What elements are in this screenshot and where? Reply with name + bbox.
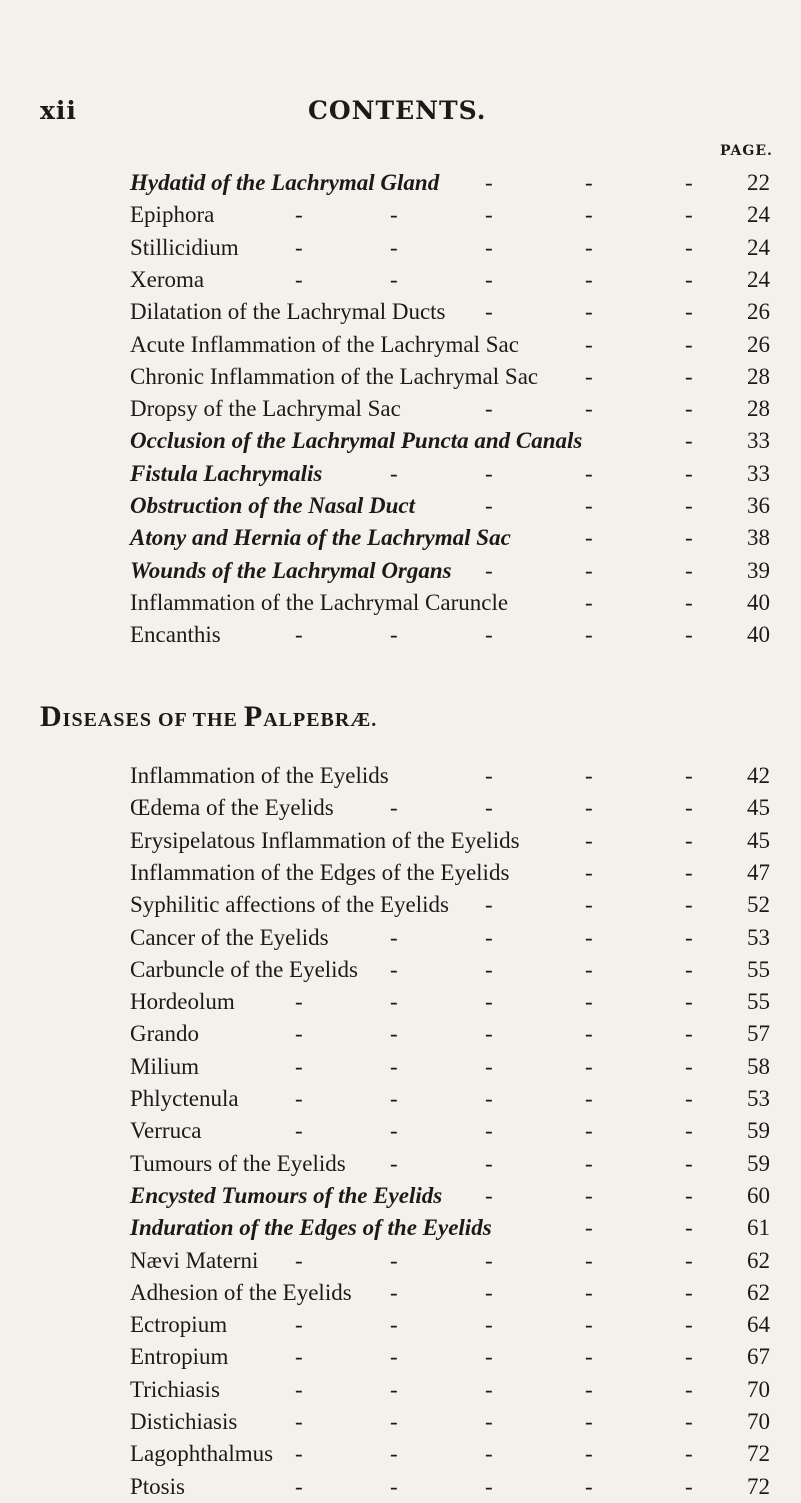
toc-entry-page: 72: [747, 1441, 770, 1467]
toc-entry: [0, 329, 801, 361]
leader-dash: -: [585, 1021, 593, 1047]
leader-dash: -: [485, 234, 493, 260]
leader-dash: -: [295, 989, 303, 1015]
toc-entry-title: Obstruction of the Nasal Duct: [130, 493, 415, 518]
leader-dash: -: [685, 557, 693, 583]
toc-entry-page: 67: [747, 1344, 770, 1370]
toc-entry-page: 40: [747, 589, 770, 615]
page-number: xii: [40, 96, 77, 125]
leader-dash: -: [485, 1344, 493, 1370]
leader-dash: -: [485, 1150, 493, 1176]
toc-entry: [0, 1148, 801, 1180]
leader-dash: -: [685, 956, 693, 982]
leader-dash: -: [390, 1312, 398, 1338]
toc-entry-title: Encanthis: [130, 622, 221, 648]
leader-dash: -: [585, 299, 593, 325]
toc-entry-page: 62: [747, 1279, 770, 1305]
leader-dash: -: [685, 989, 693, 1015]
toc-entry-title: Occlusion of the Lachrymal Puncta and Canals: [130, 428, 583, 454]
leader-dash: -: [485, 956, 493, 982]
leader-dash: -: [685, 396, 693, 422]
leader-dash: -: [390, 795, 398, 821]
leader-dash: -: [295, 1118, 303, 1144]
leader-dash: -: [295, 1344, 303, 1370]
leader-dash: -: [585, 924, 593, 950]
toc-entry-page: 42: [747, 763, 770, 788]
leader-dash: -: [390, 1118, 398, 1144]
toc-entry-title: Inflammation of the Lachrymal Caruncle: [130, 589, 509, 615]
leader-dash: -: [295, 622, 303, 648]
toc-entry: [0, 458, 801, 490]
leader-dash: -: [585, 795, 593, 821]
toc-entry: [0, 922, 801, 954]
toc-entry-page: 59: [747, 1118, 770, 1144]
leader-dash: -: [585, 1215, 593, 1241]
toc-entry-title: Encysted Tumours of the Eyelids: [130, 1182, 443, 1208]
toc-entry-page: 40: [747, 622, 770, 648]
toc-entry-title: Fistula Lachrymalis: [130, 460, 323, 486]
leader-dash: -: [585, 202, 593, 228]
toc-entry: [0, 619, 801, 651]
leader-dash: -: [685, 1086, 693, 1111]
leader-dash: -: [485, 202, 493, 228]
leader-dash: -: [295, 1473, 303, 1499]
leader-dash: -: [295, 1021, 303, 1047]
toc-entry-page: 62: [747, 1247, 770, 1273]
toc-entry-page: 38: [747, 525, 770, 551]
toc-entry-page: 53: [747, 1086, 770, 1111]
leader-dash: -: [585, 1150, 593, 1176]
toc-entry-title: Phlyctenula: [130, 1086, 239, 1111]
leader-dash: -: [295, 1441, 303, 1467]
toc-entry-title: Tumours of the Eyelids: [130, 1150, 346, 1176]
toc-entry-title: Dilatation of the Lachrymal Ducts: [130, 299, 446, 325]
leader-dash: -: [485, 763, 493, 788]
leader-dash: -: [585, 234, 593, 260]
leader-dash: -: [485, 924, 493, 950]
toc-entry-title: Hydatid of the Lachrymal Gland: [130, 170, 440, 195]
toc-entry-page: 70: [747, 1376, 770, 1402]
toc-entry: [0, 1018, 801, 1050]
page-title: CONTENTS.: [308, 96, 487, 125]
toc-entry-title: Adhesion of the Eyelids: [130, 1279, 352, 1305]
leader-dash: -: [390, 956, 398, 982]
leader-dash: -: [585, 859, 593, 885]
toc-entry-title: Erysipelatous Inflammation of the Eyelids: [130, 827, 520, 853]
leader-dash: -: [685, 1182, 693, 1208]
toc-entry-title: Nævi Materni: [130, 1247, 259, 1273]
toc-entry: [0, 1309, 801, 1341]
leader-dash: -: [485, 266, 493, 292]
leader-dash: -: [295, 1086, 303, 1111]
leader-dash: -: [685, 1473, 693, 1499]
toc-entry-title: Distichiasis: [130, 1409, 238, 1434]
section-heading-initial-2: P: [243, 700, 264, 733]
toc-entry-page: 60: [747, 1182, 770, 1208]
leader-dash: -: [485, 1247, 493, 1273]
toc-entry-title: Wounds of the Lachrymal Organs: [130, 557, 452, 583]
toc-entry: [0, 167, 801, 199]
toc-entry-page: 64: [747, 1312, 770, 1338]
leader-dash: -: [390, 266, 398, 292]
toc-entry: [0, 889, 801, 921]
leader-dash: -: [585, 1441, 593, 1467]
leader-dash: -: [390, 234, 398, 260]
leader-dash: -: [585, 460, 593, 486]
leader-dash: -: [685, 266, 693, 292]
toc-entry-page: 47: [747, 859, 770, 885]
leader-dash: -: [485, 1376, 493, 1402]
leader-dash: -: [585, 1118, 593, 1144]
toc-entry: [0, 1051, 801, 1083]
leader-dash: -: [585, 1344, 593, 1370]
leader-dash: -: [585, 622, 593, 648]
toc-entry: [0, 587, 801, 619]
toc-entry: [0, 760, 801, 792]
leader-dash: -: [485, 1441, 493, 1467]
leader-dash: -: [585, 763, 593, 788]
toc-entry-page: 55: [747, 956, 770, 982]
leader-dash: -: [685, 331, 693, 357]
leader-dash: -: [685, 493, 693, 518]
toc-entry-page: 70: [747, 1409, 770, 1434]
section-heading-initial: D: [40, 700, 63, 733]
toc-entry-page: 57: [747, 1021, 770, 1047]
toc-entry-title: Œdema of the Eyelids: [130, 795, 334, 821]
leader-dash: -: [685, 170, 693, 195]
leader-dash: -: [485, 460, 493, 486]
toc-entry: [0, 361, 801, 393]
leader-dash: -: [685, 859, 693, 885]
leader-dash: -: [585, 1086, 593, 1111]
toc-entry-title: Inflammation of the Edges of the Eyelids: [130, 859, 510, 885]
leader-dash: -: [390, 1441, 398, 1467]
leader-dash: -: [485, 892, 493, 918]
leader-dash: -: [585, 1409, 593, 1434]
leader-dash: -: [685, 589, 693, 615]
toc-entry-page: 61: [747, 1215, 770, 1241]
leader-dash: -: [485, 1086, 493, 1111]
leader-dash: -: [685, 1279, 693, 1305]
leader-dash: -: [585, 1247, 593, 1273]
toc-entry: [0, 1341, 801, 1373]
leader-dash: -: [390, 202, 398, 228]
leader-dash: -: [295, 234, 303, 260]
leader-dash: -: [685, 622, 693, 648]
toc-entry: [0, 792, 801, 824]
toc-entry-page: 26: [747, 331, 770, 357]
leader-dash: -: [685, 460, 693, 486]
leader-dash: -: [685, 763, 693, 788]
leader-dash: -: [685, 795, 693, 821]
toc-entry: [0, 522, 801, 554]
toc-entry-page: 28: [747, 396, 770, 422]
leader-dash: -: [485, 1118, 493, 1144]
section-heading-rest: ISEASES OF THE: [62, 709, 244, 731]
toc-entry-page: 36: [747, 493, 770, 518]
toc-entry-page: 28: [747, 363, 770, 389]
toc-entry-page: 33: [747, 428, 770, 454]
leader-dash: -: [685, 428, 693, 454]
toc-entry: [0, 1277, 801, 1309]
leader-dash: -: [485, 1473, 493, 1499]
toc-entry-page: 52: [747, 892, 770, 918]
toc-entry-title: Verruca: [130, 1118, 202, 1144]
toc-entry-page: 58: [747, 1053, 770, 1079]
leader-dash: -: [295, 1053, 303, 1079]
leader-dash: -: [585, 331, 593, 357]
leader-dash: -: [585, 1279, 593, 1305]
toc-entry-page: 24: [747, 266, 770, 292]
toc-entry-title: Entropium: [130, 1344, 229, 1370]
toc-entry: [0, 232, 801, 264]
toc-entry: [0, 296, 801, 328]
leader-dash: -: [295, 202, 303, 228]
toc-entry-page: 53: [747, 924, 770, 950]
toc-entry-title: Lagophthalmus: [130, 1441, 274, 1467]
leader-dash: -: [390, 622, 398, 648]
toc-entry: [0, 825, 801, 857]
toc-entry: [0, 490, 801, 522]
section-heading-rest-2: ALPEBRÆ.: [263, 709, 378, 731]
leader-dash: -: [585, 989, 593, 1015]
leader-dash: -: [585, 170, 593, 195]
toc-entry: [0, 1471, 801, 1503]
leader-dash: -: [485, 170, 493, 195]
toc-entry: [0, 264, 801, 296]
leader-dash: -: [485, 1053, 493, 1079]
toc-entry-page: 55: [747, 989, 770, 1015]
toc-entry-title: Induration of the Edges of the Eyelids: [130, 1215, 492, 1241]
toc-entry: [0, 1406, 801, 1438]
toc-entry-page: 24: [747, 202, 770, 228]
leader-dash: -: [685, 1409, 693, 1434]
toc-entry-title: Stillicidium: [130, 234, 239, 260]
leader-dash: -: [585, 892, 593, 918]
toc-entry-title: Milium: [130, 1053, 200, 1079]
leader-dash: -: [685, 1344, 693, 1370]
leader-dash: -: [485, 299, 493, 325]
toc-entry-title: Inflammation of the Eyelids: [130, 763, 389, 788]
toc-entry-page: 59: [747, 1150, 770, 1176]
page-column-label: PAGE.: [720, 143, 773, 159]
leader-dash: -: [585, 1312, 593, 1338]
leader-dash: -: [585, 266, 593, 292]
toc-entry: [0, 1180, 801, 1212]
leader-dash: -: [485, 1021, 493, 1047]
leader-dash: -: [685, 1215, 693, 1241]
leader-dash: -: [685, 827, 693, 853]
leader-dash: -: [295, 1247, 303, 1273]
toc-entry: [0, 857, 801, 889]
leader-dash: -: [295, 1312, 303, 1338]
leader-dash: -: [585, 1182, 593, 1208]
leader-dash: -: [685, 525, 693, 551]
toc-entry-title: Epiphora: [130, 202, 215, 228]
leader-dash: -: [390, 1409, 398, 1434]
toc-entry-title: Dropsy of the Lachrymal Sac: [130, 396, 401, 422]
leader-dash: -: [685, 1247, 693, 1273]
leader-dash: -: [685, 1150, 693, 1176]
toc-entry-title: Syphilitic affections of the Eyelids: [130, 892, 449, 918]
leader-dash: -: [585, 1376, 593, 1402]
toc-entry-page: 45: [747, 795, 770, 821]
leader-dash: -: [390, 989, 398, 1015]
leader-dash: -: [585, 525, 593, 551]
toc-entry: [0, 1083, 801, 1115]
leader-dash: -: [485, 557, 493, 583]
toc-entry: [0, 1115, 801, 1147]
leader-dash: -: [390, 1344, 398, 1370]
toc-entry-title: Grando: [130, 1021, 199, 1047]
leader-dash: -: [685, 1053, 693, 1079]
leader-dash: -: [685, 1376, 693, 1402]
toc-entry-title: Acute Inflammation of the Lachrymal Sac: [130, 331, 519, 357]
leader-dash: -: [390, 1086, 398, 1111]
leader-dash: -: [390, 460, 398, 486]
leader-dash: -: [685, 1021, 693, 1047]
leader-dash: -: [390, 1473, 398, 1499]
toc-entry-title: Ectropium: [130, 1312, 228, 1338]
leader-dash: -: [390, 1376, 398, 1402]
toc-entry: [0, 1438, 801, 1470]
leader-dash: -: [485, 1182, 493, 1208]
leader-dash: -: [485, 396, 493, 422]
toc-entry-title: Atony and Hernia of the Lachrymal Sac: [130, 525, 511, 551]
leader-dash: -: [685, 1441, 693, 1467]
leader-dash: -: [685, 1118, 693, 1144]
leader-dash: -: [390, 924, 398, 950]
toc-entry-title: Chronic Inflammation of the Lachrymal Sac: [130, 363, 539, 389]
toc-entry-title: Trichiasis: [130, 1376, 220, 1402]
leader-dash: -: [485, 795, 493, 821]
toc-entry: [0, 954, 801, 986]
leader-dash: -: [585, 956, 593, 982]
toc-entry-title: Carbuncle of the Eyelids: [130, 956, 359, 982]
leader-dash: -: [685, 234, 693, 260]
leader-dash: -: [585, 557, 593, 583]
leader-dash: -: [390, 1279, 398, 1305]
leader-dash: -: [485, 493, 493, 518]
leader-dash: -: [585, 1053, 593, 1079]
toc-entry-page: 22: [747, 170, 770, 195]
leader-dash: -: [685, 924, 693, 950]
toc-entry-page: 26: [747, 299, 770, 325]
leader-dash: -: [485, 1409, 493, 1434]
leader-dash: -: [585, 396, 593, 422]
toc-entry: [0, 555, 801, 587]
toc-entry-title: Cancer of the Eyelids: [130, 924, 329, 950]
toc-entry-title: Xeroma: [130, 266, 205, 292]
leader-dash: -: [295, 1376, 303, 1402]
leader-dash: -: [390, 1021, 398, 1047]
leader-dash: -: [390, 1053, 398, 1079]
leader-dash: -: [585, 827, 593, 853]
leader-dash: -: [585, 1473, 593, 1499]
toc-entry: [0, 986, 801, 1018]
toc-entry-title: Ptosis: [130, 1473, 185, 1499]
leader-dash: -: [685, 299, 693, 325]
leader-dash: -: [390, 1150, 398, 1176]
section-heading: [40, 700, 377, 734]
leader-dash: -: [585, 363, 593, 389]
leader-dash: -: [485, 1312, 493, 1338]
leader-dash: -: [685, 1312, 693, 1338]
leader-dash: -: [685, 363, 693, 389]
leader-dash: -: [295, 1409, 303, 1434]
leader-dash: -: [685, 892, 693, 918]
toc-entry: [0, 393, 801, 425]
leader-dash: -: [485, 622, 493, 648]
toc-entry: [0, 1212, 801, 1244]
toc-entry-page: 33: [747, 460, 770, 486]
toc-entry-page: 45: [747, 827, 770, 853]
toc-entry: [0, 1245, 801, 1277]
leader-dash: -: [485, 989, 493, 1015]
leader-dash: -: [585, 493, 593, 518]
leader-dash: -: [390, 1247, 398, 1273]
toc-entry-page: 24: [747, 234, 770, 260]
toc-entry-title: Hordeolum: [130, 989, 235, 1015]
toc-entry: [0, 425, 801, 457]
toc-entry-page: 39: [747, 557, 770, 583]
leader-dash: -: [685, 202, 693, 228]
leader-dash: -: [485, 1279, 493, 1305]
toc-entry: [0, 199, 801, 231]
leader-dash: -: [585, 589, 593, 615]
leader-dash: -: [295, 266, 303, 292]
toc-entry-page: 72: [747, 1473, 770, 1499]
